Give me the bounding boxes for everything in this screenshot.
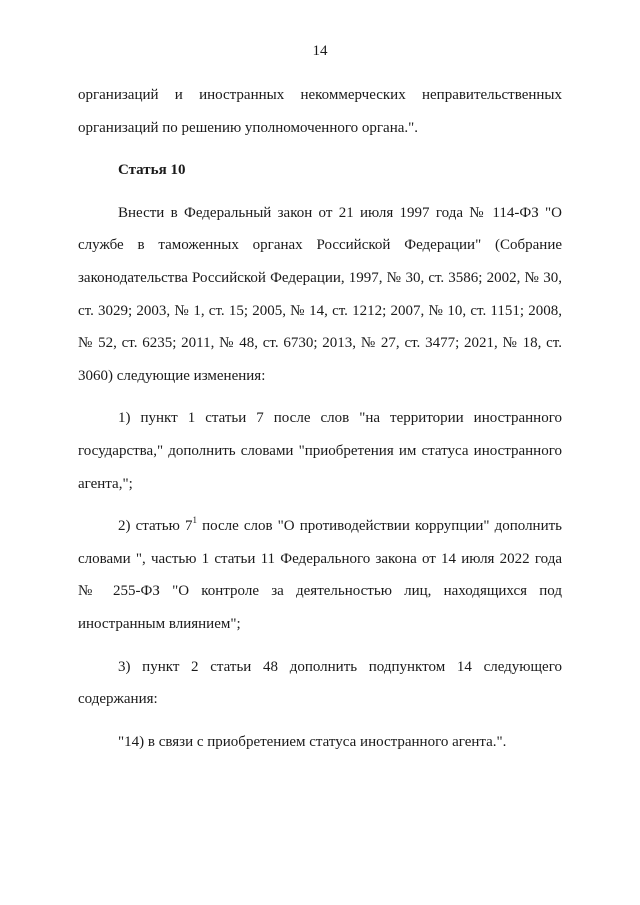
article-intro-paragraph: Внести в Федеральный закон от 21 июля 1997 года № 114-ФЗ "О службе в таможенных органах Российской Федерации" (Собрание законодательства Российской Федерации, 1997, № 30, ст. 3586; 2002, № 30, ст. 3029; 2003, № 1, ст. 15; 2005, № 14, ст. 1212; 2007, № 10, ст. 1151; 2008, № 52, ст. 6235; 2011, № 48, ст. 6730; 2013, № 27, ст. 3477; 2021, № 18, ст. 3060) следующие изменения: xyxy=(78,204,562,384)
amendment-item-2 xyxy=(78,510,562,640)
amendment-item-1: 1) пункт 1 статьи 7 после слов "на территории иностранного государства," дополнить словами "приобретения им статуса иностранного агента,"; xyxy=(78,410,562,492)
article-heading: Статья 10 xyxy=(118,162,186,179)
amendment-item-3: 3) пункт 2 статьи 48 дополнить подпунктом 14 следующего содержания: xyxy=(78,658,562,708)
amendment-item-2-start: 2) статью 7 xyxy=(118,518,193,535)
intro-paragraph: организаций и иностранных некоммерческих неправительственных организаций по решению уполномоченного органа.". xyxy=(78,87,562,136)
amendment-item-2-rest: после слов "О противодействии коррупции" дополнить словами ", частью 1 статьи 11 Федерального закона от 14 июля 2022 года № 255-ФЗ "О контроле за деятельностью лиц, находящихся под иностранным влиянием"; xyxy=(78,518,563,632)
page-number: 14 xyxy=(312,43,328,59)
quoted-subitem: "14) в связи с приобретением статуса иностранного агента.". xyxy=(118,733,507,750)
document-body xyxy=(78,79,562,758)
superscript-marker: 1 xyxy=(192,515,197,526)
